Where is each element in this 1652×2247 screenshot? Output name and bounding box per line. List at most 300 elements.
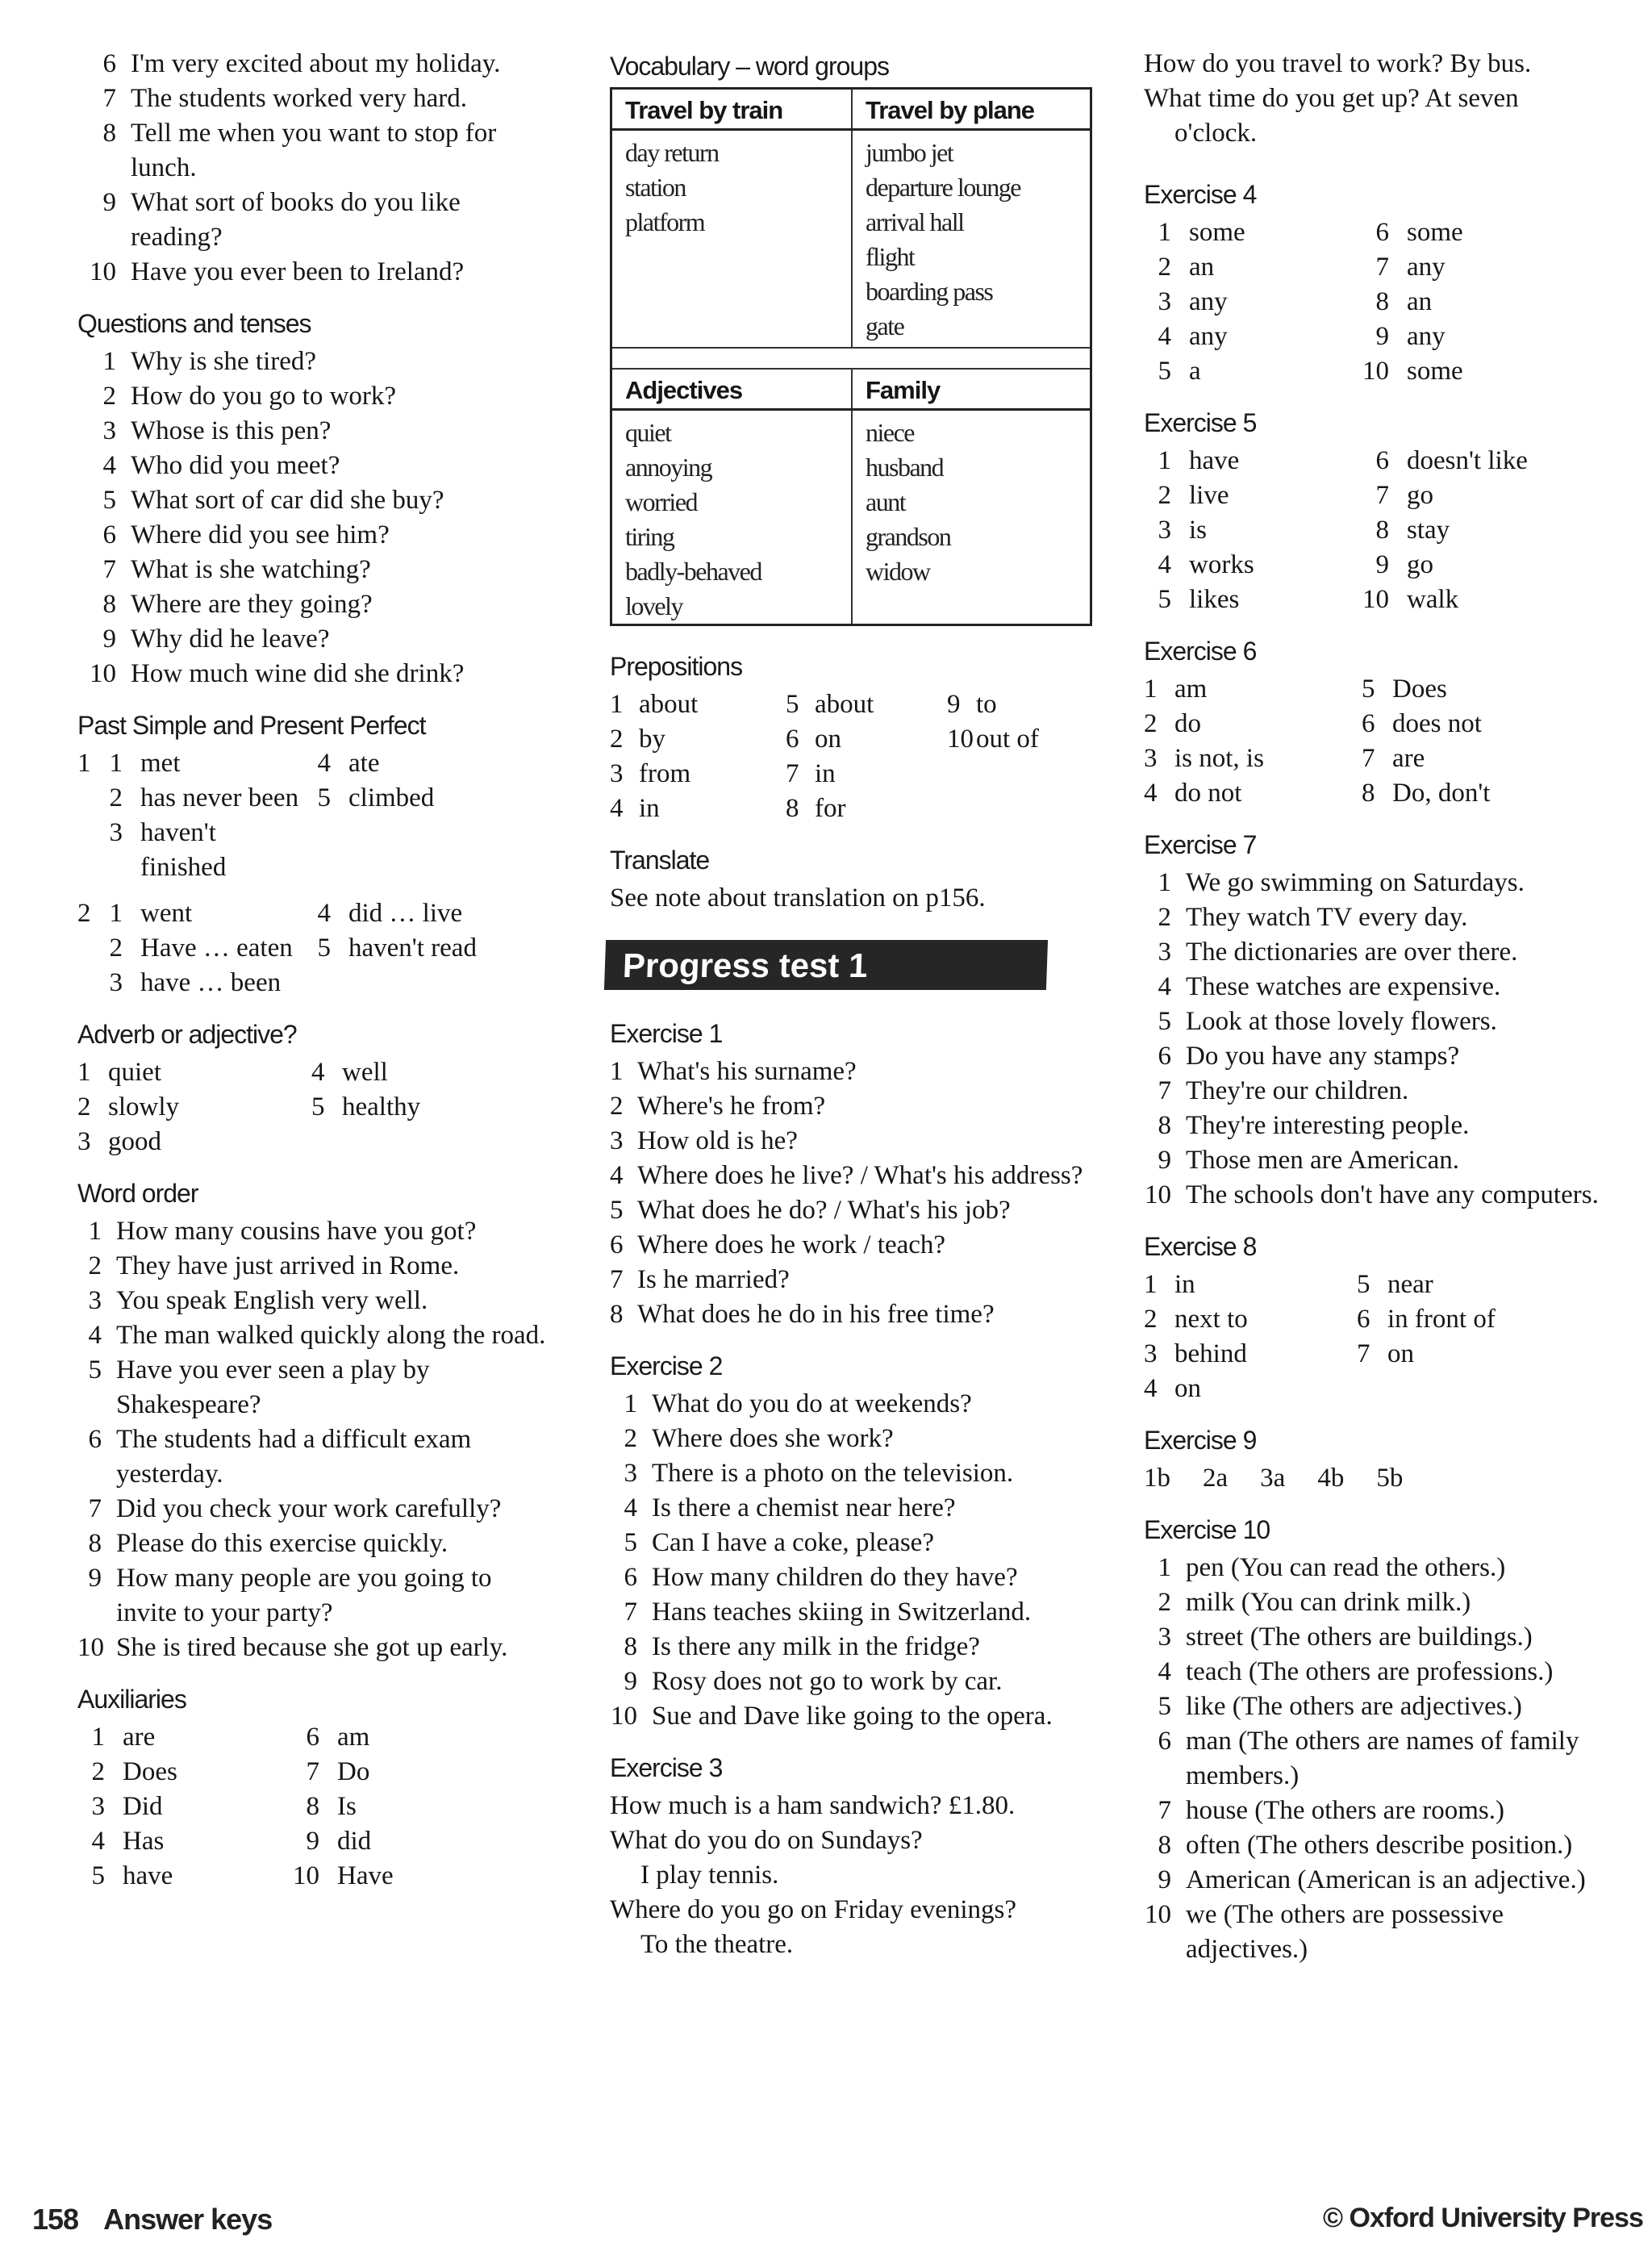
answer-text: in	[639, 794, 660, 823]
answer-number: 6	[1362, 709, 1375, 738]
answer-number: 2	[77, 1092, 91, 1121]
list-item	[610, 1228, 1094, 1263]
item-text: How many people are you going to invite to your party?	[116, 1564, 492, 1627]
item-number: 9	[88, 1564, 102, 1593]
answer-cell	[1362, 776, 1571, 811]
item-number: 3	[88, 1286, 102, 1315]
item-number: 4	[610, 1161, 624, 1190]
answer-text: Is	[337, 1792, 357, 1821]
item-number: 9	[102, 624, 116, 654]
answer-number: 3	[91, 1792, 105, 1821]
item-number: 1	[1158, 868, 1171, 897]
answer-cell	[1362, 513, 1571, 548]
item-text: Please do this exercise quickly.	[116, 1529, 448, 1558]
answer-number: 8	[306, 1792, 319, 1821]
answer-number: 5	[786, 690, 799, 719]
vocab-word: aunt	[866, 487, 906, 516]
item-text: milk (You can drink milk.)	[1186, 1588, 1471, 1617]
list-item	[77, 1561, 553, 1631]
item-number: 7	[102, 555, 116, 584]
answer-text: Have	[337, 1861, 394, 1890]
list-item	[77, 1284, 553, 1318]
answer-text: to	[976, 690, 997, 719]
past-group-2-grid	[94, 896, 495, 1000]
answer-text: any	[1189, 287, 1228, 316]
item-number: 7	[1158, 1076, 1171, 1105]
answer-cell	[1144, 1337, 1357, 1372]
answer-text: from	[639, 759, 691, 788]
item-text: like (The others are adjectives.)	[1186, 1692, 1522, 1721]
answer-cell	[311, 1090, 513, 1125]
answer-cell	[1144, 548, 1362, 583]
vocab-word: jumbo jet	[866, 138, 953, 167]
answer-number: 7	[1375, 481, 1389, 510]
answer-text: an	[1189, 253, 1215, 282]
answer-cell	[1144, 250, 1362, 285]
answer-text: have	[1189, 446, 1240, 475]
answer-number: 1	[1144, 1270, 1158, 1299]
item-number: 4	[624, 1493, 637, 1522]
answer-number: 2	[1158, 481, 1171, 510]
answer-cell	[292, 1720, 494, 1755]
answer-text: are	[123, 1723, 156, 1752]
exercise-7-list	[1144, 866, 1628, 1213]
item-text: Where does he work / teach?	[637, 1230, 946, 1259]
exercise-10-list	[1144, 1551, 1628, 1967]
item-number: 7	[1158, 1796, 1171, 1825]
auxiliaries-section	[77, 1683, 553, 1894]
item-text: Where does he live? / What's his address?	[637, 1161, 1083, 1190]
item-text: How many cousins have you got?	[116, 1217, 477, 1246]
list-item	[77, 1527, 553, 1561]
answer-line: I play tennis.	[640, 1861, 779, 1890]
answer-text: in front of	[1387, 1305, 1496, 1334]
answer-text: quiet	[108, 1058, 161, 1087]
list-item	[87, 414, 553, 449]
section-heading: Exercise 1	[610, 1019, 723, 1048]
section-heading: Exercise 9	[1144, 1426, 1257, 1455]
answer-number: 6	[1357, 1305, 1370, 1334]
item-text: American (American is an adjective.)	[1186, 1865, 1586, 1894]
answer-cell	[94, 896, 302, 931]
item-number: 5	[102, 486, 116, 515]
answer-number: 2	[1144, 1305, 1158, 1334]
progress-test-banner: Progress test 1	[604, 940, 1048, 990]
item-number: 6	[610, 1230, 624, 1259]
item-number: 9	[102, 188, 116, 217]
item-text: Can I have a coke, please?	[652, 1528, 934, 1557]
answer-number: 10	[1362, 585, 1389, 614]
exercise-5-section	[1144, 407, 1628, 617]
answer-cell	[947, 791, 1084, 826]
item-number: 5	[1158, 1692, 1171, 1721]
answer-number: 4	[1158, 322, 1171, 351]
list-item	[77, 255, 553, 290]
item-number: 10	[90, 659, 116, 688]
item-number: 8	[624, 1632, 637, 1661]
answer-text: some	[1407, 218, 1463, 247]
vocab-word: quiet	[625, 418, 671, 447]
vocab-word: badly-behaved	[625, 557, 761, 586]
answer-cell	[1144, 320, 1362, 354]
item-number: 10	[1145, 1180, 1171, 1209]
group-number: 2	[77, 899, 91, 928]
answer-cell	[77, 1824, 292, 1859]
section-heading: Prepositions	[610, 652, 743, 681]
column-middle	[610, 50, 1094, 1980]
section-heading: Questions and tenses	[77, 309, 311, 338]
answer-number: 6	[306, 1723, 319, 1752]
publisher-credit: © Oxford University Press	[1323, 2203, 1643, 2233]
exercise-6-section	[1144, 635, 1628, 811]
answer-text: Has	[123, 1827, 165, 1856]
answer-number: 1	[109, 749, 123, 778]
answer-number: 6	[1375, 446, 1389, 475]
answer-cell	[1144, 444, 1362, 478]
list-item	[610, 1664, 1094, 1699]
answer-text: is	[1189, 516, 1208, 545]
answer-cell	[1357, 1268, 1566, 1302]
answer-cell	[786, 791, 947, 826]
item-number: 2	[1158, 1588, 1171, 1617]
vocab-body-row-2	[612, 411, 1090, 624]
answer-text: haven't read	[348, 933, 477, 963]
answer-number: 1	[77, 1058, 91, 1087]
header-travel-train: Travel by train	[625, 96, 783, 124]
translate-section	[610, 844, 1094, 916]
item-text: street (The others are buildings.)	[1186, 1623, 1533, 1652]
item-text: What does he do in his free time?	[637, 1300, 995, 1329]
item-number: 1	[610, 1057, 624, 1086]
answer-text: ate	[348, 749, 380, 778]
list-item	[77, 1353, 553, 1422]
exercise-9-section	[1144, 1424, 1628, 1496]
item-number: 4	[1158, 1657, 1171, 1686]
answer-text: live	[1189, 481, 1229, 510]
list-item	[87, 379, 553, 414]
answer-number: 6	[786, 725, 799, 754]
item-number: 10	[1145, 1900, 1171, 1929]
item-text: Where did you see him?	[131, 520, 390, 549]
answer-number: 1	[109, 899, 123, 928]
item-text: They have just arrived in Rome.	[116, 1251, 460, 1280]
answer-text: good	[108, 1127, 161, 1156]
answer-number: 10	[1362, 357, 1389, 386]
answer-text: have … been	[140, 968, 282, 997]
item-number: 7	[88, 1494, 102, 1523]
answer-number: 1	[1144, 675, 1158, 704]
item-number: 6	[1158, 1042, 1171, 1071]
item-text: Those men are American.	[1186, 1146, 1460, 1175]
answer-cell	[77, 1790, 292, 1824]
answer-number: 4	[1144, 1374, 1158, 1403]
answer-number: 4	[91, 1827, 105, 1856]
list-item	[610, 1387, 1094, 1422]
list-item	[610, 1263, 1094, 1297]
answer-number	[947, 757, 958, 791]
answer-text: go	[1407, 481, 1433, 510]
list-item	[610, 1595, 1094, 1630]
answer-cell	[610, 687, 786, 722]
answer-number: 4	[317, 899, 331, 928]
vocab-word: widow	[866, 557, 930, 586]
answer-number: 3	[77, 1127, 91, 1156]
answer-text: am	[1174, 675, 1208, 704]
item-number: 3	[102, 416, 116, 445]
item-number: 5	[610, 1196, 624, 1225]
answer-text: Have … eaten	[140, 933, 293, 963]
answer-cell	[947, 722, 1084, 757]
section-heading: Exercise 7	[1144, 830, 1257, 859]
vocab-word: flight	[866, 242, 915, 271]
section-heading: Exercise 8	[1144, 1232, 1257, 1261]
section-heading: Exercise 4	[1144, 180, 1257, 209]
group-number: 1	[77, 749, 91, 778]
section-heading: Exercise 6	[1144, 637, 1257, 666]
answer-number: 10	[947, 725, 974, 754]
answer-text: a	[1189, 357, 1201, 386]
answer-cell	[1357, 1372, 1566, 1406]
item-number: 9	[1158, 1146, 1171, 1175]
item-text: Where are they going?	[131, 590, 373, 619]
section-heading: Adverb or adjective?	[77, 1020, 297, 1049]
answer-number: 2	[109, 783, 123, 812]
answer-text: in	[1174, 1270, 1195, 1299]
section-heading: Auxiliaries	[77, 1685, 186, 1714]
answer-text: on	[1174, 1374, 1201, 1403]
answer-text: are	[1392, 744, 1425, 773]
answer-number: 4	[1144, 779, 1158, 808]
vocab-word: grandson	[866, 522, 951, 551]
item-text: The students worked very hard.	[131, 84, 467, 113]
vocab-word: niece	[866, 418, 914, 447]
list-item	[1144, 1109, 1628, 1143]
item-text: They watch TV every day.	[1186, 903, 1468, 932]
answer-number: 2	[1144, 709, 1158, 738]
answer-cell	[77, 1755, 292, 1790]
travel-plane-words	[851, 131, 1090, 347]
answer-number: 4	[317, 749, 331, 778]
answer-number: 7	[786, 759, 799, 788]
answer-number: 4	[610, 794, 624, 823]
answer-text: doesn't like	[1407, 446, 1528, 475]
answer-number: 3	[610, 759, 624, 788]
list-item	[1144, 970, 1628, 1004]
answer-text: do	[1174, 709, 1201, 738]
header-adjectives: Adjectives	[625, 376, 743, 404]
item-number: 8	[102, 590, 116, 619]
answer-cell	[77, 1859, 292, 1894]
answer-cell	[1144, 478, 1362, 513]
item-text: You speak English very well.	[116, 1286, 428, 1315]
item-text: How much wine did she drink?	[131, 659, 465, 688]
answer-number: 7	[1357, 1339, 1370, 1368]
item-number: 6	[624, 1563, 637, 1592]
answer-cell	[1362, 707, 1571, 741]
item-text: What do you do at weekends?	[652, 1389, 972, 1418]
answer-cell	[1362, 583, 1571, 617]
section-heading: Word order	[77, 1179, 198, 1208]
answer-number: 9	[1375, 322, 1389, 351]
item-text: Why did he leave?	[131, 624, 330, 654]
section-heading: Exercise 5	[1144, 408, 1257, 437]
item-number: 6	[102, 520, 116, 549]
answer-text: out of	[976, 725, 1039, 754]
answer-text: likes	[1189, 585, 1240, 614]
list-item	[77, 1492, 553, 1527]
answer-cell	[94, 931, 302, 966]
answer-text: did … live	[348, 899, 463, 928]
item-text: Sue and Dave like going to the opera.	[652, 1702, 1053, 1731]
answer-text: Did	[123, 1792, 163, 1821]
family-words	[851, 411, 1090, 624]
list-item	[1144, 1178, 1628, 1213]
answer-text: about	[639, 690, 699, 719]
questions-tenses-section	[77, 307, 553, 691]
answer-cell	[1144, 672, 1362, 707]
list-item	[610, 1422, 1094, 1456]
answer-cell	[302, 781, 495, 816]
list-item	[610, 1630, 1094, 1664]
exercise-10-section	[1144, 1514, 1628, 1967]
answer-number: 8	[1375, 287, 1389, 316]
answer-text: Do	[337, 1757, 370, 1786]
answer-number: 8	[786, 794, 799, 823]
answer-number: 5	[1158, 357, 1171, 386]
answer-number: 9	[306, 1827, 319, 1856]
item-number: 7	[102, 84, 116, 113]
item-number: 4	[102, 451, 116, 480]
answer-text: go	[1407, 550, 1433, 579]
item-text: What sort of books do you like reading?	[131, 188, 461, 252]
item-number: 8	[610, 1300, 624, 1329]
answer-number: 1	[1158, 446, 1171, 475]
vocab-word: arrival hall	[866, 207, 964, 236]
answer-cell	[1357, 1337, 1566, 1372]
item-number: 2	[88, 1251, 102, 1280]
item-text: man (The others are names of family members.)	[1186, 1727, 1579, 1790]
word-order-section	[77, 1177, 553, 1665]
answer-text: in	[815, 759, 836, 788]
answer-text: slowly	[108, 1092, 180, 1121]
item-text: Have you ever been to Ireland?	[131, 257, 465, 286]
answer-cell	[1362, 285, 1571, 320]
list-item	[1144, 935, 1628, 970]
answer-cell	[1362, 672, 1571, 707]
list-item	[1144, 900, 1628, 935]
answer-text: have	[123, 1861, 173, 1890]
item-text: What does he do? / What's his job?	[637, 1196, 1011, 1225]
item-text: Tell me when you want to stop for lunch.	[131, 119, 497, 182]
exercise-5-grid	[1144, 444, 1628, 617]
section-heading: Exercise 10	[1144, 1515, 1270, 1544]
item-text: Is he married?	[637, 1265, 790, 1294]
answer-cell	[77, 1720, 292, 1755]
vocab-body-row-1	[612, 131, 1090, 347]
vocab-word: gate	[866, 311, 904, 340]
answer-number: 4	[311, 1058, 325, 1087]
answer-text	[1370, 1372, 1566, 1406]
item-number: 10	[611, 1702, 637, 1731]
list-item	[77, 116, 553, 186]
item-text: often (The others describe position.)	[1186, 1831, 1573, 1860]
item-number: 4	[88, 1321, 102, 1350]
answer-text: on	[1387, 1339, 1414, 1368]
list-item	[1144, 1074, 1628, 1109]
list-item	[610, 1297, 1094, 1332]
answer-text: next to	[1174, 1305, 1248, 1334]
item-text: we (The others are possessive adjectives.)	[1186, 1900, 1504, 1964]
answer-line: How do you travel to work? By bus.	[1144, 49, 1532, 78]
answer-text: do not	[1174, 779, 1242, 808]
list-item	[1144, 1724, 1628, 1794]
answer-cell	[1144, 1268, 1357, 1302]
answer-number: 3	[109, 818, 123, 847]
list-item	[1144, 1794, 1628, 1828]
answer-number	[947, 791, 958, 826]
item-text: How old is he?	[637, 1126, 798, 1155]
vocab-word: husband	[866, 453, 944, 482]
item-number: 6	[88, 1425, 102, 1454]
answer-text: stay	[1407, 516, 1450, 545]
answer-text: went	[140, 899, 193, 928]
item-number: 2	[610, 1092, 624, 1121]
list-item	[77, 81, 553, 116]
answer-text: has never been	[140, 783, 299, 812]
answer-text	[958, 791, 1084, 826]
auxiliaries-grid	[77, 1720, 553, 1894]
adverb-grid	[77, 1055, 553, 1159]
item-text: I'm very excited about my holiday.	[131, 49, 501, 78]
vocab-word: tiring	[625, 522, 674, 551]
item-number: 3	[624, 1459, 637, 1488]
answer-number: 8	[1375, 516, 1389, 545]
answer-text	[324, 1125, 513, 1159]
past-group-2	[77, 896, 553, 1000]
adverb-section	[77, 1018, 553, 1159]
item-text: They're our children.	[1186, 1076, 1409, 1105]
item-number: 10	[77, 1633, 104, 1662]
answer-cell	[1144, 1372, 1357, 1406]
item-text: How do you go to work?	[131, 382, 397, 411]
answer-number: 1	[1158, 218, 1171, 247]
answer-number: 3	[1158, 516, 1171, 545]
vocab-word: departure lounge	[866, 173, 1020, 202]
answer-cell	[292, 1790, 494, 1824]
answer-cell	[1144, 513, 1362, 548]
answer-cell	[94, 966, 302, 1000]
item-number: 8	[88, 1529, 102, 1558]
answer-cell	[1362, 444, 1571, 478]
exercise-4-grid	[1144, 215, 1628, 389]
item-number: 9	[1158, 1865, 1171, 1894]
answer-line: What do you do on Sundays?	[610, 1826, 923, 1855]
header-family: Family	[851, 370, 1090, 408]
answer-cell	[302, 816, 495, 885]
answer-cell	[786, 757, 947, 791]
item-text: What is she watching?	[131, 555, 371, 584]
list-item	[1144, 866, 1628, 900]
inline-answer: 5b	[1376, 1464, 1404, 1493]
item-text: The students had a difficult exam yesterday.	[116, 1425, 472, 1489]
answer-number: 1	[91, 1723, 105, 1752]
answer-line: What time do you get up? At seven	[1144, 84, 1519, 113]
answer-cell	[292, 1755, 494, 1790]
answer-cell	[1144, 583, 1362, 617]
section-label: Answer keys	[103, 2203, 273, 2236]
exercise-3-section	[610, 1752, 1094, 1962]
answer-number: 5	[311, 1092, 325, 1121]
